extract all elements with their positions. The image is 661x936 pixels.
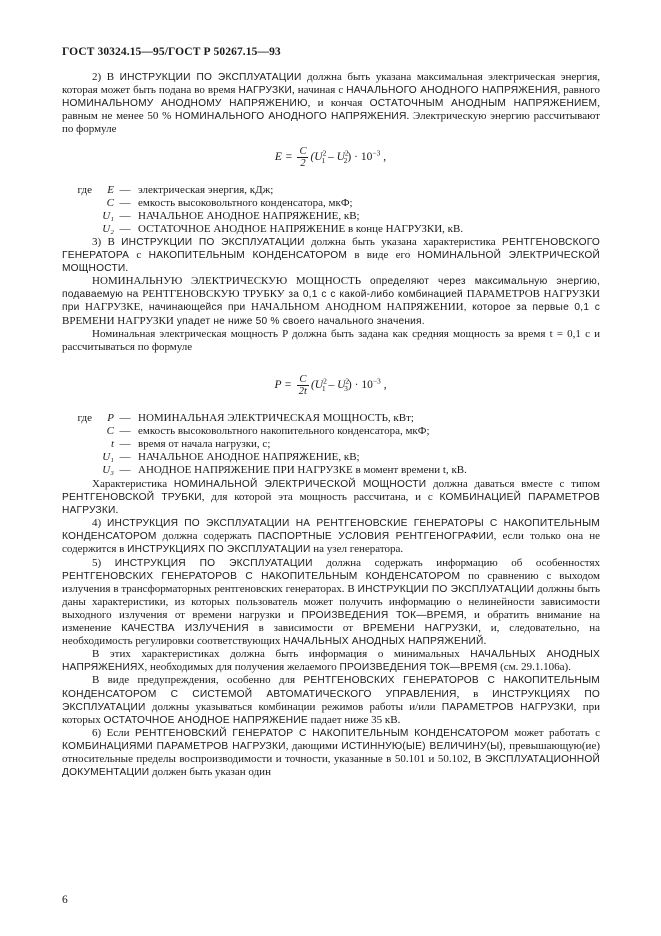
definition-symbol: U₃ bbox=[102, 464, 114, 477]
formula-power bbox=[0, 374, 661, 397]
definition-prefix bbox=[62, 464, 92, 477]
text-segment: , равным не менее 50 % bbox=[62, 97, 600, 123]
definition-text: время от начала нагрузки, с; bbox=[138, 438, 271, 451]
defined-term: НАЧАЛЬНЫХ АНОДНЫХ НАПРЯЖЕНИЙ bbox=[283, 636, 484, 648]
formula-lhs: P bbox=[274, 379, 282, 392]
defined-term: РЕНТГЕНОВСКОЙ ТРУБКИ bbox=[62, 492, 202, 504]
text-segment: должна содержать bbox=[156, 530, 258, 543]
text-segment: 2) В bbox=[92, 71, 120, 83]
exp1: 2 bbox=[323, 376, 327, 386]
definition-text: НАЧАЛЬНОЕ АНОДНОЕ НАПРЯЖЕНИЕ, кВ; bbox=[138, 210, 360, 223]
text-segment: , и обратить внимание на изменение bbox=[62, 608, 600, 635]
fraction bbox=[297, 146, 308, 169]
text-segment: , необходимых для получения желаемого bbox=[144, 661, 340, 674]
defined-term: ПАСПОРТНЫЕ УСЛОВИЯ РЕНТГЕНОГРАФИИ bbox=[257, 531, 494, 543]
defined-term: ОСТАТОЧНОЕ АНОДНОЕ НАПРЯЖЕНИЕ bbox=[103, 714, 308, 726]
text-segment: . bbox=[125, 262, 129, 275]
definition-symbol: t bbox=[110, 438, 114, 451]
formula-body: (U bbox=[310, 151, 323, 164]
definition-text: емкость высоковольтного накопительного конденсатора, мкФ; bbox=[138, 425, 430, 438]
defined-term: НАКОПИТЕЛЬНЫМ КОНДЕНСАТОРОМ bbox=[148, 250, 348, 262]
definition-row bbox=[62, 223, 600, 236]
defined-term: , которое за первые 0,1 с bbox=[463, 302, 600, 314]
definition-dash: — bbox=[119, 438, 131, 451]
definition-symbol: P bbox=[107, 412, 114, 424]
defined-term: ЭКСПЛУАТАЦИОННОЙ ДОКУМЕНТАЦИИ bbox=[62, 753, 600, 779]
definition-prefix bbox=[62, 438, 92, 451]
formula-tail: ) · 10 bbox=[347, 151, 373, 164]
text-segment: должен быть указан один bbox=[149, 766, 271, 779]
defined-term: ИНСТРУКЦИИ ПО ЭКСПЛУАТАЦИИ bbox=[119, 72, 302, 83]
text-segment: 5) bbox=[92, 556, 115, 569]
defined-term: ИНСТРУКЦИИ ПО ЭКСПЛУАТАЦИИ bbox=[121, 237, 305, 248]
defined-term: НОМИНАЛЬНОЙ ЭЛЕКТРИЧЕСКОЙ МОЩНОСТИ bbox=[62, 250, 600, 275]
text-segment: НАЧАЛЬНОМ АНОДНОМ НАПРЯЖЕНИИ bbox=[250, 301, 464, 314]
sub1: 1 bbox=[321, 384, 326, 394]
text-segment: должны указываться комбинации режимов работы и/или bbox=[145, 700, 442, 713]
paragraph bbox=[62, 557, 600, 649]
defined-term: КОМБИНАЦИЯМИ ПАРАМЕТРОВ НАГРУЗКИ bbox=[62, 740, 286, 752]
text-segment: 3) В bbox=[92, 236, 122, 248]
defined-term: ОСТАТОЧНЫМ АНОДНЫМ НАПРЯЖЕНИЕМ bbox=[369, 98, 598, 110]
text-segment: , если только она не содержится в bbox=[62, 530, 600, 556]
text-segment: с bbox=[129, 249, 149, 262]
text-segment: должна содержать информацию об особенностях bbox=[312, 556, 601, 569]
text-segment: В этих характеристиках должна быть информация о минимальных bbox=[92, 648, 471, 661]
defined-term: упадет не ниже 50 % своего начального значения. bbox=[173, 315, 425, 327]
definition-symbol: U₂ bbox=[102, 223, 114, 236]
definition-text: НАЧАЛЬНОЕ АНОДНОЕ НАПРЯЖЕНИЕ, кВ; bbox=[138, 451, 360, 464]
exp-power: −3 bbox=[372, 148, 381, 158]
defined-term: РЕНТГЕНОВСКОГО ГЕНЕРАТОРА bbox=[62, 237, 600, 262]
definition-prefix bbox=[62, 451, 92, 464]
definition-text: ОСТАТОЧНОЕ АНОДНОЕ НАПРЯЖЕНИЕ в конце НАГРУЗКИ, кВ. bbox=[138, 223, 464, 236]
defined-term: НАЧАЛЬНЫХ АНОДНЫХ НАПРЯЖЕНИЯХ bbox=[62, 649, 601, 674]
definitions-1 bbox=[62, 184, 600, 236]
formula-eq: = bbox=[284, 151, 293, 164]
sub2: 2 bbox=[343, 156, 348, 166]
defined-term: ИНСТРУКЦИЯХ ПО ЭКСПЛУАТАЦИИ bbox=[127, 544, 311, 556]
paragraph bbox=[62, 648, 600, 674]
defined-term: ПАРАМЕТРОВ НАГРУЗКИ bbox=[441, 701, 574, 713]
text-segment: должна быть указана максимальная электрическая энергия, которая может быть подана во время bbox=[62, 71, 601, 97]
definition-dash: — bbox=[119, 184, 131, 196]
text-segment: , превышающую(ие) относительные пределы воспроизводимости и точности, указанные в 50.101 и 50.102, В bbox=[62, 739, 600, 765]
definition-dash: — bbox=[119, 451, 131, 464]
definition-row bbox=[62, 184, 600, 197]
formula-minus: – U bbox=[325, 151, 345, 164]
definition-symbol: E bbox=[107, 184, 114, 196]
defined-term: определяют через максимальную энергию, подаваемую на bbox=[62, 276, 600, 301]
definition-dash: — bbox=[119, 197, 131, 210]
formula-energy bbox=[0, 146, 661, 169]
definition-symbol: C bbox=[106, 425, 114, 438]
paragraph bbox=[62, 727, 600, 779]
definition-row bbox=[62, 464, 600, 477]
text-segment: РЕНТГЕНОВСКУЮ ТРУБКУ bbox=[142, 288, 285, 301]
fraction-denominator: 2 bbox=[300, 158, 306, 169]
text-segment: , начиная с bbox=[291, 84, 347, 97]
definition-prefix bbox=[62, 223, 92, 236]
definition-dash: — bbox=[119, 210, 131, 223]
paragraph: Номинальная электрическая мощность P должна быть задана как средняя мощность за время t = 0,1 с и рассчитываться по формуле bbox=[62, 327, 600, 353]
defined-term: РЕНТГЕНОВСКИХ ГЕНЕРАТОРОВ С НАКОПИТЕЛЬНЫМ КОНДЕНСАТОРОМ bbox=[62, 570, 461, 582]
exp1: 2 bbox=[322, 148, 327, 158]
paragraph bbox=[62, 674, 600, 726]
text-segment: должны быть даны характеристики, из которых пользователь может получить информацию о нелинейности зависимости выходного излучения от времени нагрузки и bbox=[62, 582, 600, 621]
text-segment: , при которых bbox=[62, 700, 600, 726]
formula-minus: – U bbox=[325, 379, 346, 392]
defined-term: при bbox=[62, 302, 85, 314]
exp2: 2 bbox=[344, 148, 349, 158]
defined-term: РЕНТГЕНОВСКИЙ ГЕНЕРАТОР С НАКОПИТЕЛЬНЫМ КОНДЕНСАТОРОМ bbox=[134, 727, 509, 739]
text-segment: в зависимости от bbox=[248, 622, 363, 635]
definition-prefix bbox=[62, 425, 92, 438]
text-segment: , и, следовательно, на необходимость регулировки соответствующих bbox=[62, 622, 600, 648]
sub1: 1 bbox=[321, 156, 326, 166]
text-segment: ПАРАМЕТРОВ НАГРУЗКИ bbox=[466, 288, 600, 301]
fraction-numerator: C bbox=[297, 374, 309, 386]
defined-term: , начинающейся при bbox=[140, 302, 251, 314]
defined-term: ПРОИЗВЕДЕНИЯ ТОК—ВРЕМЯ bbox=[339, 662, 498, 674]
defined-term: НОМИНАЛЬНОЙ ЭЛЕКТРИЧЕСКОЙ МОЩНОСТИ bbox=[173, 479, 427, 490]
defined-term: ПРОИЗВЕДЕНИЯ ТОК—ВРЕМЯ bbox=[301, 609, 464, 621]
definition-text: электрическая энергия, кДж; bbox=[138, 184, 274, 196]
text-segment: . bbox=[115, 504, 119, 517]
text-segment: , в bbox=[456, 687, 493, 700]
text-segment: падает ниже 35 кВ. bbox=[307, 713, 401, 726]
definition-dash: — bbox=[119, 425, 131, 438]
text-segment: ВРЕМЕНИ НАГРУЗКИ bbox=[62, 314, 174, 327]
text-segment: может работать с bbox=[508, 726, 600, 739]
defined-term: ИНСТРУКЦИИ ПО ЭКСПЛУАТАЦИИ bbox=[357, 583, 535, 595]
text-segment: , дающими bbox=[285, 739, 342, 752]
defined-term: ВРЕМЕНИ НАГРУЗКИ bbox=[362, 623, 479, 635]
text-segment: , для которой эта мощность рассчитана, и с bbox=[201, 491, 440, 504]
defined-term: ИНСТРУКЦИЯ ПО ЭКСПЛУАТАЦИИ bbox=[114, 557, 313, 569]
definition-row bbox=[62, 412, 600, 425]
definition-row bbox=[62, 438, 600, 451]
definition-text: емкость высоковольтного конденсатора, мкФ; bbox=[138, 197, 353, 210]
fraction-numerator: C bbox=[299, 146, 307, 157]
defined-term: НОМИНАЛЬНОГО АНОДНОГО НАПРЯЖЕНИЯ bbox=[175, 111, 407, 123]
text-segment: 6) Если bbox=[92, 726, 135, 739]
formula-body: (U bbox=[310, 379, 324, 392]
definition-symbol: C bbox=[106, 197, 114, 210]
definition-symbol: U₁ bbox=[102, 451, 114, 464]
definitions-2 bbox=[62, 412, 600, 477]
definition-prefix bbox=[62, 197, 92, 210]
text-segment: . bbox=[483, 635, 487, 648]
text-segment: должна быть указана характеристика bbox=[304, 236, 502, 248]
text-block-2 bbox=[62, 236, 600, 354]
definition-row bbox=[62, 425, 600, 438]
page-header: ГОСТ 30324.15—95/ГОСТ Р 50267.15—93 bbox=[62, 46, 281, 58]
exp2: 2 bbox=[345, 376, 350, 386]
definition-prefix: где bbox=[77, 412, 92, 424]
paragraph bbox=[62, 236, 600, 275]
formula-tail: ) · 10 bbox=[347, 379, 373, 392]
definition-text: АНОДНОЕ НАПРЯЖЕНИЕ ПРИ НАГРУЗКЕ в момент времени t, кВ. bbox=[138, 464, 467, 477]
fraction bbox=[297, 374, 309, 397]
definition-row bbox=[62, 210, 600, 223]
text-segment: 4) bbox=[92, 517, 108, 530]
text-block-1 bbox=[62, 71, 600, 136]
exp-power: −3 bbox=[372, 376, 381, 386]
page-number: 6 bbox=[62, 894, 68, 906]
definition-dash: — bbox=[119, 223, 131, 236]
defined-term: ИНСТРУКЦИЯХ ПО ЭКСПЛУАТАЦИИ bbox=[62, 688, 600, 713]
defined-term: НАГРУЗКИ bbox=[238, 85, 292, 97]
text-segment: Характеристика bbox=[92, 478, 174, 490]
text-segment: , равного bbox=[557, 84, 600, 97]
paragraph bbox=[62, 517, 600, 556]
text-segment: в виде его bbox=[347, 249, 418, 262]
text-segment: , и кончая bbox=[307, 97, 370, 110]
text-segment: . Электрическую энергию рассчитывают по формуле bbox=[62, 110, 600, 136]
formula-end: , bbox=[383, 151, 387, 164]
defined-term: КОМБИНАЦИЕЙ ПАРАМЕТРОВ НАГРУЗКИ bbox=[62, 492, 600, 517]
definition-prefix: где bbox=[77, 184, 92, 196]
paragraph bbox=[62, 275, 600, 327]
text-segment: НАГРУЗКЕ bbox=[84, 301, 141, 314]
text-segment: НОМИНАЛЬНУЮ ЭЛЕКТРИЧЕСКУЮ МОЩНОСТЬ bbox=[92, 275, 362, 288]
text-segment: на узел генератора. bbox=[310, 543, 404, 556]
defined-term: за 0,1 с с какой-либо комбинацией bbox=[284, 289, 467, 301]
definition-text: НОМИНАЛЬНАЯ ЭЛЕКТРИЧЕСКАЯ МОЩНОСТЬ, кВт; bbox=[138, 412, 414, 424]
paragraph bbox=[62, 478, 600, 517]
defined-term: ИСТИННУЮ(ЫЕ) ВЕЛИЧИНУ(Ы) bbox=[341, 740, 504, 752]
text-segment: В виде предупреждения, особенно для bbox=[92, 674, 304, 687]
fraction-denominator: 2t bbox=[298, 386, 307, 397]
definition-dash: — bbox=[119, 464, 131, 477]
text-segment: (см. 29.1.106а). bbox=[497, 661, 571, 674]
definition-dash: — bbox=[119, 412, 131, 424]
defined-term: ИНСТРУКЦИЯ ПО ЭКСПЛУАТАЦИИ НА РЕНТГЕНОВСКИЕ ГЕНЕРАТОРЫ С НАКОПИТЕЛЬНЫМ КОНДЕНСАТОРОМ bbox=[62, 518, 600, 543]
definition-row bbox=[62, 451, 600, 464]
text-segment: должна даваться вместе с типом bbox=[426, 478, 600, 490]
definition-prefix bbox=[62, 210, 92, 223]
defined-term: КАЧЕСТВА ИЗЛУЧЕНИЯ bbox=[121, 623, 249, 635]
formula-end: , bbox=[383, 379, 387, 392]
formula-lhs: E bbox=[274, 151, 282, 164]
text-segment: по сравнению с выходом излучения в трансформаторных рентгеновских генераторах. В bbox=[62, 569, 601, 595]
defined-term: РЕНТГЕНОВСКИХ ГЕНЕРАТОРОВ С НАКОПИТЕЛЬНЫМ КОНДЕНСАТОРОМ С СИСТЕМОЙ АВТОМАТИЧЕСКОГО УПРАВЛЕНИЯ bbox=[62, 675, 600, 700]
definition-symbol: U₁ bbox=[102, 210, 114, 223]
defined-term: НАЧАЛЬНОГО АНОДНОГО НАПРЯЖЕНИЯ bbox=[346, 85, 558, 97]
definition-row bbox=[62, 197, 600, 210]
text-block-3 bbox=[62, 478, 600, 779]
defined-term: НОМИНАЛЬНОМУ АНОДНОМУ НАПРЯЖЕНИЮ bbox=[62, 98, 308, 110]
formula-eq: = bbox=[284, 379, 292, 392]
paragraph bbox=[62, 71, 600, 136]
sub2: 3 bbox=[344, 384, 348, 394]
